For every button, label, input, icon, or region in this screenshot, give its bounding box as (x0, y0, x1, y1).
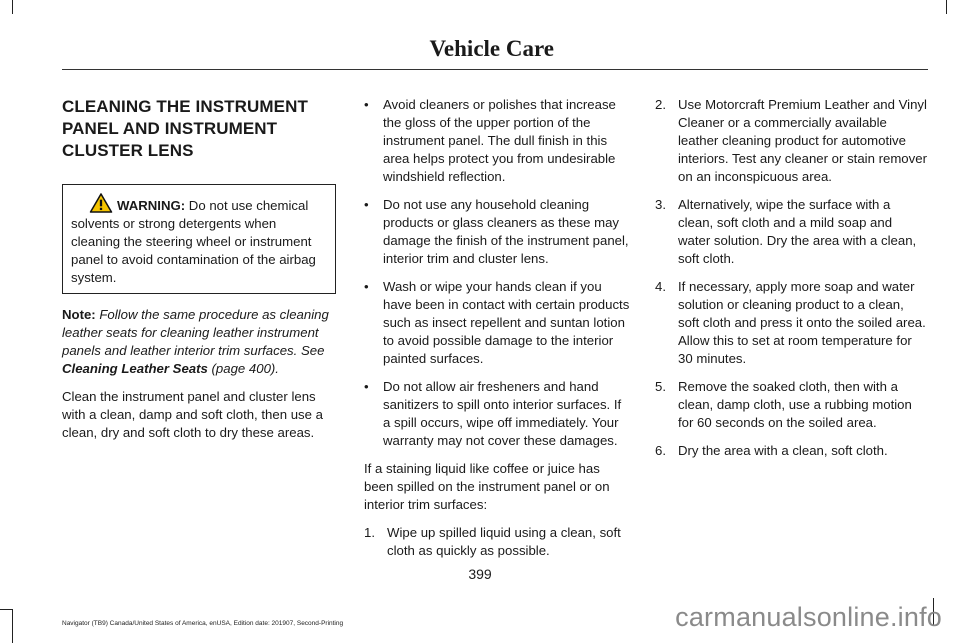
step-number: 3. (655, 197, 666, 212)
step-number: 4. (655, 279, 666, 294)
step-text: Wipe up spilled liquid using a clean, soft cloth as quickly as possible. (387, 525, 621, 558)
step-item (655, 378, 927, 432)
intro-paragraph: Clean the instrument panel and cluster lens with a clean, damp and soft cloth, then use a clean, dry and soft cloth to dry these areas. (62, 389, 323, 440)
list-item-text: Do not use any household cleaning products or glass cleaners as these may damage the finish of the instrument panel, interior trim and cluster lens. (383, 197, 629, 266)
section-heading-line: PANEL AND INSTRUMENT (62, 119, 278, 138)
step-item (655, 278, 927, 368)
page-number: 399 (468, 566, 492, 582)
list-item (364, 378, 632, 450)
cross-reference-link[interactable]: Cleaning Leather Seats (62, 361, 208, 376)
list-item (364, 196, 632, 268)
note-label: Note: (62, 307, 96, 322)
note-text: Follow the same procedure as cleaning leather seats for cleaning leather instrument panels and leather interior trim surfaces. See (62, 307, 329, 358)
crop-mark-bottom-left-h (0, 609, 13, 610)
list-item-text: Avoid cleaners or polishes that increase the gloss of the upper portion of the instrument panel. The dull finish in this area helps protect you from undesirable windshield reflection. (383, 97, 616, 184)
note-paragraph (62, 306, 336, 378)
steps-list-part-2 (655, 96, 927, 460)
bullet-symbol: • (364, 97, 369, 112)
step-item (364, 524, 632, 560)
stain-paragraph: If a staining liquid like coffee or juice has been spilled on the instrument panel or on interior trim surfaces: (364, 461, 610, 512)
step-text: Use Motorcraft Premium Leather and Vinyl Cleaner or a commercially available leather cleaning product for automotive interiors. Test any cleaner or stain remover on an inconspicuous area. (678, 97, 927, 184)
crop-mark-top-right (946, 0, 947, 14)
warning-text: Do not use chemical solvents or strong detergents when cleaning the steering wheel or instrument panel to avoid contamination of the airbag system. (71, 198, 316, 285)
crop-mark-bottom-left-v (12, 610, 13, 643)
step-text: Alternatively, wipe the surface with a clean, soft cloth and a mild soap and water solution. Dry the area with a clean, soft cloth. (678, 197, 917, 266)
step-item (655, 196, 927, 268)
watermark: carmanualsonline.info (675, 602, 942, 632)
column-right (655, 96, 927, 470)
section-heading-line: CLUSTER LENS (62, 141, 194, 160)
step-number: 5. (655, 379, 666, 394)
list-item-text: Wash or wipe your hands clean if you have been in contact with certain products such as insect repellent and suntan lotion to avoid possible damage to the interior painted surfaces. (383, 279, 630, 366)
crop-mark-top-left (12, 0, 13, 14)
step-text: Dry the area with a clean, soft cloth. (678, 443, 888, 458)
column-middle (364, 96, 632, 570)
list-item (364, 278, 632, 368)
header-rule (62, 69, 928, 70)
warning-triangle-icon (89, 193, 113, 213)
column-left (62, 96, 336, 452)
step-text: If necessary, apply more soap and water solution or cleaning product to a clean, soft cloth and press it onto the soiled area. Allow this to set at room temperature for 30 minutes. (678, 279, 926, 366)
precautions-list (364, 96, 632, 450)
footer-edition-info: Navigator (TB9) Canada/United States of America, enUSA, Edition date: 201907, Second-Printing (62, 620, 344, 627)
warning-box (62, 184, 336, 294)
step-number: 1. (364, 525, 375, 540)
step-item (655, 96, 927, 186)
page-header-title: Vehicle Care (429, 36, 554, 61)
warning-label: WARNING: (117, 198, 186, 213)
bullet-symbol: • (364, 197, 369, 212)
section-heading (62, 96, 336, 162)
step-item (655, 442, 927, 460)
cross-reference-page: (page 400). (207, 361, 279, 376)
bullet-symbol: • (364, 379, 369, 394)
section-heading-line: CLEANING THE INSTRUMENT (62, 97, 308, 116)
list-item-text: Do not allow air fresheners and hand sanitizers to spill onto interior surfaces. If a spill occurs, wipe off immediately. Your warranty may not cover these damages. (383, 379, 622, 448)
step-number: 6. (655, 443, 666, 458)
bullet-symbol: • (364, 279, 369, 294)
step-text: Remove the soaked cloth, then with a clean, damp cloth, use a rubbing motion for 60 seconds on the soiled area. (678, 379, 912, 430)
steps-list-part-1 (364, 524, 632, 560)
list-item (364, 96, 632, 186)
step-number: 2. (655, 97, 666, 112)
